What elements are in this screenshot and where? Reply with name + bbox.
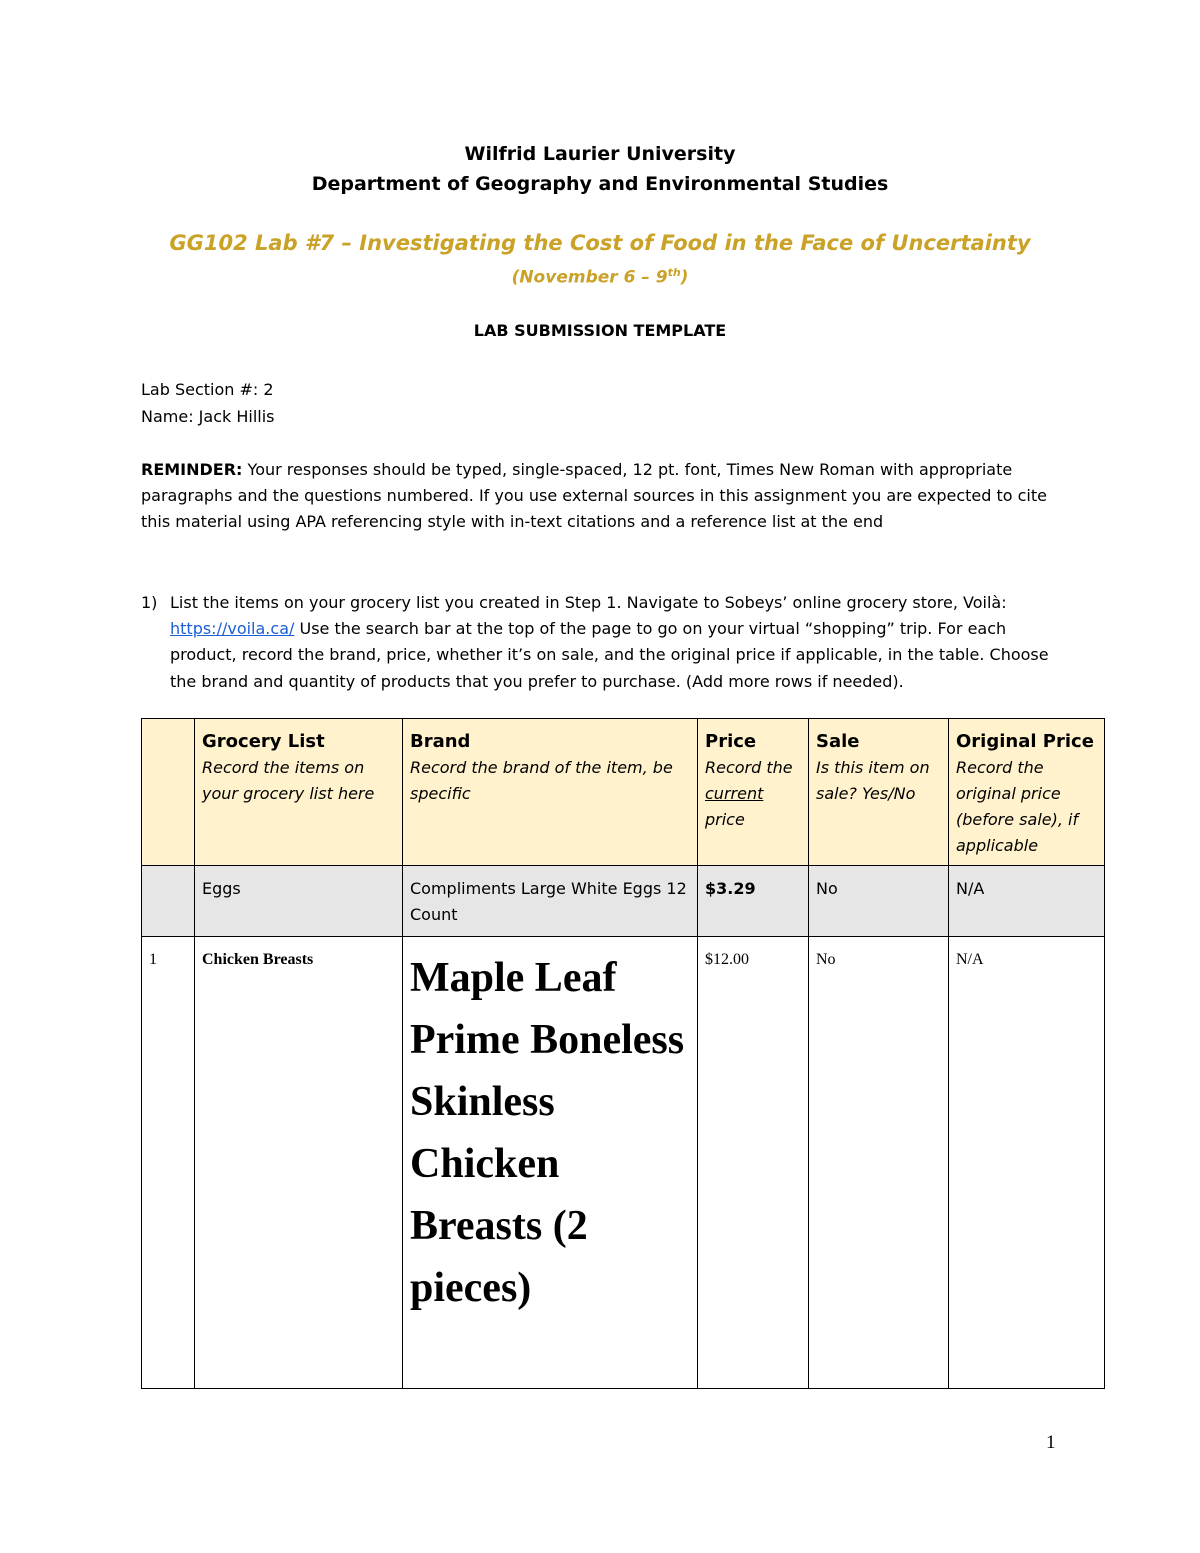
page-number: 1 bbox=[1046, 1432, 1056, 1453]
lab-date-sup: th bbox=[667, 266, 681, 279]
header-desc-underlined: current bbox=[705, 784, 764, 803]
lab-section-line: Lab Section #: 2 bbox=[141, 380, 274, 399]
header-desc: Record the brand of the item, be specific bbox=[410, 758, 673, 803]
lab-date bbox=[0, 266, 1200, 288]
department-name: Department of Geography and Environmental Studies bbox=[311, 173, 889, 195]
header-desc: Record the original price (before sale), if applicable bbox=[956, 758, 1079, 855]
header-cell-grocery-list bbox=[195, 719, 403, 866]
cell-original: N/A bbox=[949, 866, 1105, 937]
question-1-number: 1) bbox=[141, 593, 158, 612]
question-1-text-before: List the items on your grocery list you created in Step 1. Navigate to Sobeys’ online grocery store, Voilà: bbox=[170, 593, 1007, 612]
header-desc: Is this item on sale? Yes/No bbox=[816, 758, 930, 803]
grocery-table bbox=[141, 718, 1105, 1389]
header-title: Price bbox=[705, 731, 757, 752]
header-cell-price bbox=[698, 719, 809, 866]
cell-item-value: Chicken Breasts bbox=[202, 951, 314, 968]
table-row bbox=[142, 937, 1105, 1389]
cell-brand-value: Maple Leaf Prime Boneless Skinless Chicken Breasts (2 pieces) bbox=[410, 955, 685, 1311]
cell-price bbox=[698, 866, 809, 937]
cell-original: N/A bbox=[949, 937, 1105, 1389]
question-1-text bbox=[170, 590, 1070, 695]
reminder-paragraph bbox=[141, 457, 1071, 535]
reminder-text: Your responses should be typed, single-spaced, 12 pt. font, Times New Roman with appropriate paragraphs and the questions numbered. If you use external sources in this assignment you are expected to cite this material using APA referencing style with in-text citations and a reference list at the end bbox=[141, 460, 1047, 531]
voila-link[interactable]: https://voila.ca/ bbox=[170, 619, 295, 639]
cell-price: $12.00 bbox=[698, 937, 809, 1389]
lab-title: GG102 Lab #7 – Investigating the Cost of Food in the Face of Uncertainty bbox=[169, 231, 1031, 255]
cell-brand: Compliments Large White Eggs 12 Count bbox=[403, 866, 698, 937]
header-cell-sale bbox=[809, 719, 949, 866]
header-cell-number bbox=[142, 719, 195, 866]
header-cell-original-price bbox=[949, 719, 1105, 866]
table-header-row bbox=[142, 719, 1105, 866]
cell-number bbox=[142, 866, 195, 937]
cell-sale: No bbox=[809, 937, 949, 1389]
table-row-example bbox=[142, 866, 1105, 937]
header-title: Original Price bbox=[956, 731, 1094, 752]
header-desc-b: price bbox=[705, 810, 745, 829]
header-cell-brand bbox=[403, 719, 698, 866]
header-title: Grocery List bbox=[202, 731, 325, 752]
header-desc bbox=[705, 755, 801, 833]
cell-price-value: $3.29 bbox=[705, 879, 756, 898]
header-title: Sale bbox=[816, 731, 860, 752]
student-name-line: Name: Jack Hillis bbox=[141, 407, 275, 426]
lab-date-close: ) bbox=[680, 267, 689, 288]
header-title: Brand bbox=[410, 731, 471, 752]
reminder-label: REMINDER: bbox=[141, 460, 243, 479]
header-desc-a: Record the bbox=[705, 758, 793, 777]
cell-item: Eggs bbox=[195, 866, 403, 937]
header-desc: Record the items on your grocery list here bbox=[202, 758, 375, 803]
question-1-text-after: Use the search bar at the top of the page to go on your virtual “shopping” trip. For each product, record the brand, price, whether it’s on sale, and the original price if applicable, in the table. Choose the brand and quantity of products that you prefer to purchase. (Add more rows if needed). bbox=[170, 619, 1049, 691]
cell-sale: No bbox=[809, 866, 949, 937]
cell-item bbox=[195, 937, 403, 1389]
lab-date-main: (November 6 – 9 bbox=[511, 267, 668, 288]
university-name: Wilfrid Laurier University bbox=[464, 143, 736, 165]
cell-brand bbox=[403, 937, 698, 1389]
template-label: LAB SUBMISSION TEMPLATE bbox=[473, 321, 727, 340]
cell-number: 1 bbox=[142, 937, 195, 1389]
